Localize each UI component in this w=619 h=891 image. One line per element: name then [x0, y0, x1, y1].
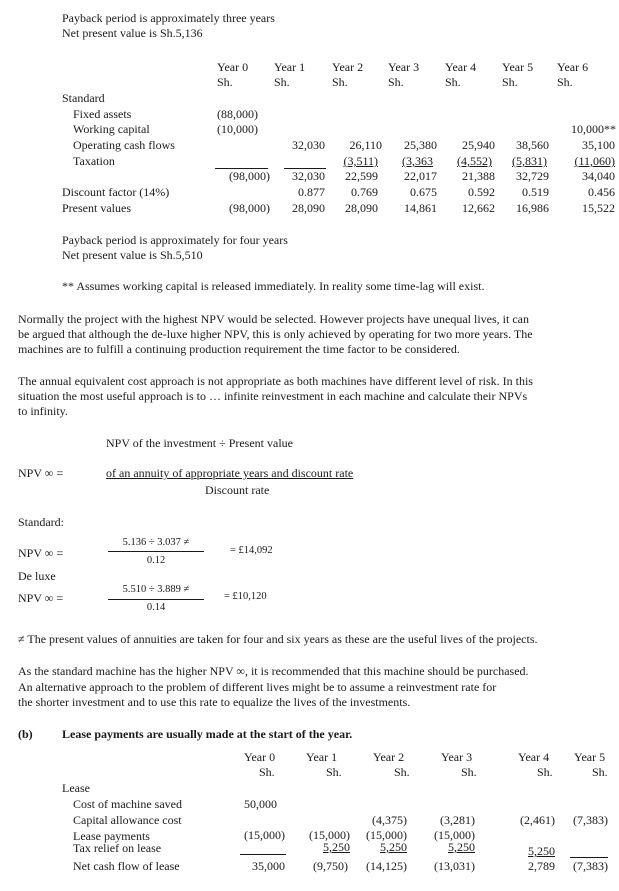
col-header-year5: Year 5 [502, 60, 534, 74]
lease-col-header-year1: Year 1 [306, 750, 338, 764]
col-unit-year4: Sh. [445, 75, 461, 89]
cell-ncf-y3: 22,017 [404, 169, 437, 183]
recommendation-line-1: As the standard machine has the higher NPV ∞, it is recommended that this machine should be purchased. [18, 664, 529, 678]
cell-ocf-y1: 32,030 [292, 138, 325, 152]
lease-col-header-year3: Year 3 [441, 750, 473, 764]
lease-row-label-tax-relief: Tax relief on lease [73, 841, 162, 855]
lease-cell-ncf-y5: (7,383) [573, 859, 608, 873]
cell-df-y5: 0.519 [522, 185, 549, 199]
row-label-present-values: Present values [62, 201, 131, 215]
standard-calc-denominator: 0.12 [146, 555, 166, 566]
lease-col-header-year0: Year 0 [244, 750, 276, 764]
standard-calc-numerator: 5.136 ÷ 3.037 ≠ [122, 537, 190, 548]
part-b-label: (b) [18, 727, 33, 741]
working-capital-footnote: ** Assumes working capital is released immediately. In reality some time-lag will exist. [62, 279, 485, 293]
deluxe-calc-heading: De luxe [18, 569, 56, 583]
cell-working-capital-y0: (10,000) [217, 122, 258, 136]
cell-ocf-y6: 35,100 [582, 138, 615, 152]
standard-calc-fraction-bar [108, 551, 204, 552]
lease-cell-ncf-y0: 35,000 [252, 859, 285, 873]
cell-df-y6: 0.456 [588, 185, 615, 199]
cell-df-y4: 0.592 [468, 185, 495, 199]
col-unit-year6: Sh. [557, 75, 573, 89]
lease-row-label-cost-saved: Cost of machine saved [73, 797, 182, 811]
cell-ncf-y4: 21,388 [462, 169, 495, 183]
cell-ncf-y0: (98,000) [229, 169, 270, 183]
row-label-taxation: Taxation [73, 154, 115, 168]
row-label-working-capital: Working capital [73, 122, 150, 136]
top-payback-text: Payback period is approximately three years [62, 11, 275, 25]
cell-df-y3: 0.675 [410, 185, 437, 199]
cell-df-y1: 0.877 [298, 185, 325, 199]
cell-ocf-y3: 25,380 [404, 138, 437, 152]
lease-col-unit-year1: Sh. [326, 765, 342, 779]
deluxe-calc-denominator: 0.14 [146, 602, 166, 613]
formula-numerator-line-1: NPV of the investment ÷ Present value [106, 436, 294, 450]
lease-section-label: Lease [62, 781, 90, 795]
col-unit-year0: Sh. [217, 75, 233, 89]
cell-df-y2: 0.769 [351, 185, 378, 199]
cell-ocf-y4: 25,940 [462, 138, 495, 152]
lease-row-label-capital-allowance: Capital allowance cost [73, 813, 182, 827]
standard-calc-heading: Standard: [18, 515, 64, 529]
lease-cell-tr-y4: 5,250 [528, 844, 555, 858]
part-b-heading: Lease payments are usually made at the start of the year. [62, 727, 353, 741]
cell-tax-y5: (5,831) [512, 154, 547, 168]
formula-numerator-line-2: of an annuity of appropriate years and discount rate [106, 466, 354, 480]
cell-working-capital-y6: 10,000** [571, 122, 616, 136]
cell-ncf-y2: 22,599 [345, 169, 378, 183]
paragraph-1-line-1: Normally the project with the highest NPV would be selected. However projects have unequal lives, it can [18, 312, 529, 326]
deluxe-calc-label: NPV ∞ = [18, 591, 64, 605]
row-label-fixed-assets: Fixed assets [73, 107, 132, 121]
lease-cell-ncf-y3: (13,031) [434, 859, 475, 873]
top-npv-text: Net present value is Sh.5,136 [62, 26, 203, 40]
cell-tax-y4: (4,552) [457, 154, 492, 168]
cell-tax-y2: (3,511) [343, 154, 378, 168]
cell-pv-y6: 15,522 [582, 201, 615, 215]
col-unit-year2: Sh. [332, 75, 348, 89]
lease-row-label-lease-payments: Lease payments [73, 829, 150, 843]
lease-cell-ca-y4: (2,461) [520, 813, 555, 827]
lease-col-unit-year0: Sh. [259, 765, 275, 779]
cell-ncf-y1: 32,030 [292, 169, 325, 183]
lease-cell-tr-y1: 5,250 [323, 840, 350, 854]
recommendation-line-3: the shorter investment and to use this rate to equalize the lives of the investments. [18, 695, 411, 709]
lease-cell-cost-saved-y0: 50,000 [244, 797, 277, 811]
lease-subtotal-rule-y0 [240, 854, 286, 855]
cell-pv-y2: 28,090 [345, 201, 378, 215]
cell-pv-y0: (98,000) [229, 201, 270, 215]
paragraph-2-line-1: The annual equivalent cost approach is not appropriate as both machines have different level of risk. In this [18, 374, 533, 388]
paragraph-1-line-3: machines are to fulfill a continuing production requirement the time factor to be considered. [18, 342, 460, 356]
lease-cell-lp-y0: (15,000) [244, 828, 285, 842]
standard-npv-text: Net present value is Sh.5,510 [62, 248, 203, 262]
cell-pv-y5: 16,986 [516, 201, 549, 215]
lease-cell-ca-y2: (4,375) [372, 813, 407, 827]
lease-col-header-year5: Year 5 [574, 750, 606, 764]
recommendation-line-2: An alternative approach to the problem of different lives might be to assume a reinvestment rate for [18, 680, 497, 694]
cell-pv-y1: 28,090 [292, 201, 325, 215]
lease-col-unit-year2: Sh. [394, 765, 410, 779]
col-unit-year1: Sh. [274, 75, 290, 89]
cell-pv-y4: 12,662 [462, 201, 495, 215]
col-header-year4: Year 4 [445, 60, 477, 74]
standard-calc-result: = £14,092 [230, 545, 273, 556]
lease-cell-ncf-y4: 2,789 [528, 859, 555, 873]
lease-cell-lp-y3: (15,000) [434, 828, 475, 842]
lease-row-label-net-cash-flow: Net cash flow of lease [73, 859, 180, 873]
cell-ncf-y5: 32,729 [516, 169, 549, 183]
col-header-year0: Year 0 [217, 60, 249, 74]
row-label-operating-cash-flows: Operating cash flows [73, 138, 175, 152]
lease-cell-lp-y2: (15,000) [366, 828, 407, 842]
lease-cell-tr-y2: 5,250 [380, 840, 407, 854]
col-header-year3: Year 3 [388, 60, 420, 74]
lease-col-header-year4: Year 4 [518, 750, 550, 764]
deluxe-calc-result: = £10,120 [224, 591, 267, 602]
paragraph-1-line-2: be argued that although the de-luxe higher NPV, this is only achieved by operating for two more years. The [18, 327, 533, 341]
cell-ocf-y5: 38,560 [516, 138, 549, 152]
lease-cell-lp-y1: (15,000) [309, 828, 350, 842]
lease-col-header-year2: Year 2 [373, 750, 405, 764]
col-header-year6: Year 6 [557, 60, 589, 74]
lease-cell-ncf-y1: (9,750) [313, 859, 348, 873]
standard-payback-text: Payback period is approximately for four years [62, 233, 288, 247]
lease-col-unit-year3: Sh. [461, 765, 477, 779]
lease-col-unit-year5: Sh. [592, 765, 608, 779]
cell-ncf-y6: 34,040 [582, 169, 615, 183]
cell-ocf-y2: 26,110 [349, 138, 382, 152]
cell-tax-y3: (3,363 [402, 154, 433, 168]
col-unit-year5: Sh. [502, 75, 518, 89]
paragraph-2-line-3: to infinity. [18, 404, 68, 418]
col-header-year2: Year 2 [332, 60, 364, 74]
row-label-discount-factor: Discount factor (14%) [62, 185, 170, 199]
lease-cell-ca-y3: (3,281) [440, 813, 475, 827]
lease-subtotal-rule-y5 [570, 857, 608, 858]
paragraph-2-line-2: situation the most useful approach is to … infinite reinvestment in each machine and calculate their NPVs [18, 389, 528, 403]
standard-calc-label: NPV ∞ = [18, 546, 64, 560]
formula-label: NPV ∞ = [18, 466, 64, 480]
annuity-note: ≠ The present values of annuities are taken for four and six years as these are the useful lives of the projects. [18, 632, 538, 646]
lease-cell-ca-y5: (7,383) [573, 813, 608, 827]
deluxe-calc-fraction-bar [108, 599, 204, 600]
col-header-year1: Year 1 [274, 60, 306, 74]
formula-denominator: Discount rate [205, 483, 270, 497]
lease-cell-tr-y3: 5,250 [448, 840, 475, 854]
lease-cell-ncf-y2: (14,125) [366, 859, 407, 873]
cell-fixed-assets-y0: (88,000) [217, 107, 258, 121]
standard-section-label: Standard [62, 91, 105, 105]
cell-pv-y3: 14,861 [404, 201, 437, 215]
col-unit-year3: Sh. [388, 75, 404, 89]
cell-tax-y6: (11,060) [574, 154, 615, 168]
deluxe-calc-numerator: 5.510 ÷ 3.889 ≠ [122, 584, 190, 595]
lease-col-unit-year4: Sh. [537, 765, 553, 779]
